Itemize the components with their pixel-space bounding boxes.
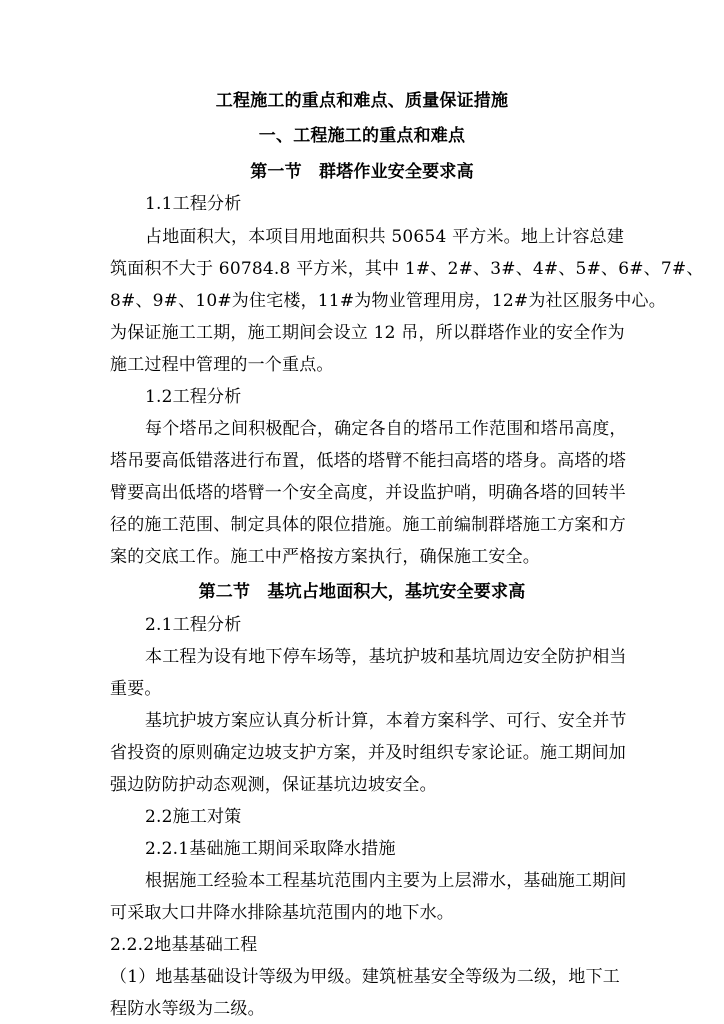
subsection-1-1-label: 1.1工程分析 bbox=[145, 194, 242, 214]
subsection-1-2-label: 1.2工程分析 bbox=[145, 387, 242, 407]
section-2-heading: 第二节 基坑占地面积大，基坑安全要求高 bbox=[198, 582, 526, 602]
paragraph-line: 本工程为设有地下停车场等，基坑护坡和基坑周边安全防护相当 bbox=[145, 647, 627, 667]
list-item: （1）地基基础设计等级为甲级。建筑桩基安全等级为二级，地下工 bbox=[110, 967, 620, 987]
list-item: 程防水等级为二级。 bbox=[110, 999, 265, 1019]
paragraph-line: 案的交底工作。施工中严格按方案执行，确保施工安全。 bbox=[110, 547, 540, 567]
paragraph-line: 基坑护坡方案应认真分析计算，本着方案科学、可行、安全并节 bbox=[145, 711, 627, 731]
paragraph-line: 臂要高出低塔的塔臂一个安全高度，并设监护哨，明确各塔的回转半 bbox=[110, 483, 626, 503]
paragraph-line: 塔吊要高低错落进行布置，低塔的塔臂不能扫高塔的塔身。高塔的塔 bbox=[110, 451, 626, 471]
paragraph-line: 筑面积不大于 60784.8 平方米，其中 1#、2#、3#、4#、5#、6#、7#、 bbox=[110, 259, 704, 279]
paragraph-line: 省投资的原则确定边坡支护方案，并及时组织专家论证。施工期间加 bbox=[110, 743, 626, 763]
subsection-2-2-2-label: 2.2.2地基基础工程 bbox=[110, 935, 258, 955]
subsection-2-2-1-label: 2.2.1基础施工期间采取降水措施 bbox=[145, 839, 396, 859]
paragraph-line: 8#、9#、10#为住宅楼，11#为物业管理用房，12#为社区服务中心。 bbox=[110, 291, 666, 311]
section-1-heading: 第一节 群塔作业安全要求高 bbox=[250, 162, 474, 182]
paragraph-line: 可采取大口井降水排除基坑范围内的地下水。 bbox=[110, 903, 454, 923]
chapter-heading: 一、工程施工的重点和难点 bbox=[258, 126, 466, 146]
paragraph-line: 每个塔吊之间积极配合，确定各自的塔吊工作范围和塔吊高度， bbox=[145, 419, 627, 439]
paragraph-line: 为保证施工工期，施工期间会设立 12 吊，所以群塔作业的安全作为 bbox=[110, 323, 625, 343]
paragraph-line: 强边防防护动态观测，保证基坑边坡安全。 bbox=[110, 775, 437, 795]
paragraph-line: 根据施工经验本工程基坑范围内主要为上层滞水，基础施工期间 bbox=[145, 871, 627, 891]
subsection-2-1-label: 2.1工程分析 bbox=[145, 615, 242, 635]
paragraph-line: 径的施工范围、制定具体的限位措施。施工前编制群塔施工方案和方 bbox=[110, 515, 626, 535]
subsection-2-2-label: 2.2施工对策 bbox=[145, 807, 242, 827]
paragraph-line: 重要。 bbox=[110, 679, 162, 699]
document-title: 工程施工的重点和难点、质量保证措施 bbox=[215, 91, 509, 111]
paragraph-line: 施工过程中管理的一个重点。 bbox=[110, 355, 334, 375]
paragraph-line: 占地面积大，本项目用地面积共 50654 平方米。地上计容总建 bbox=[145, 227, 625, 247]
